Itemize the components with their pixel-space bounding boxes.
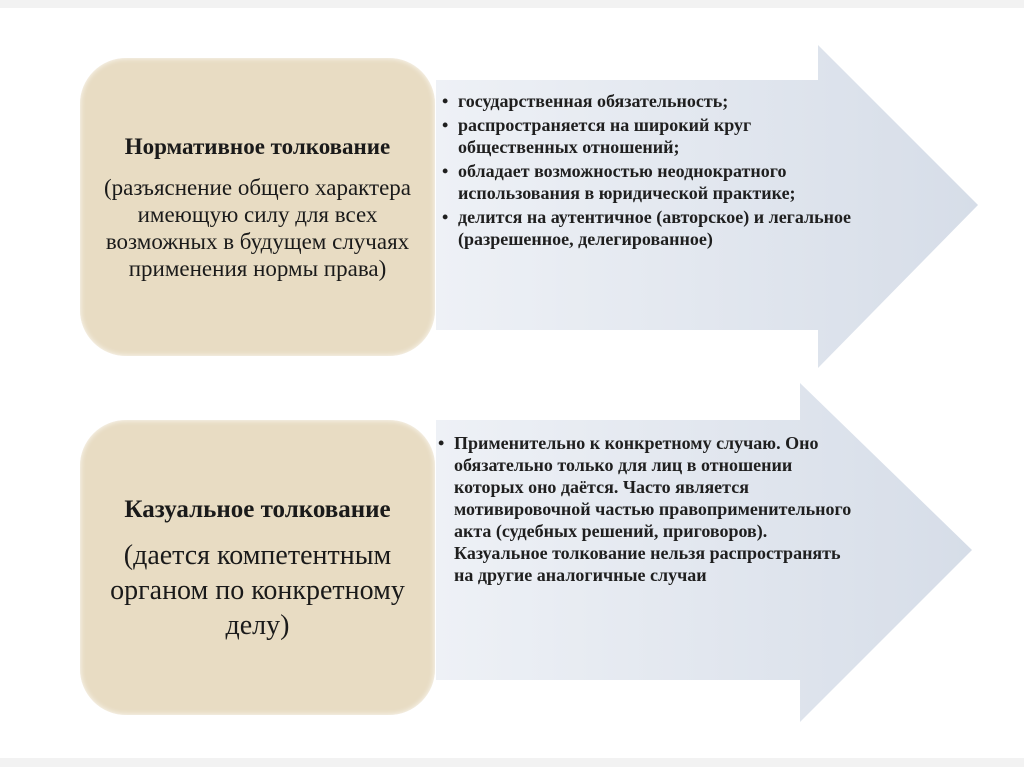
casual-bullets <box>436 432 856 588</box>
list-item: • распространяется на широкий круг общественных отношений; <box>440 114 860 158</box>
list-item: • государственная обязательность; <box>440 90 860 112</box>
casual-box <box>80 420 435 715</box>
normative-description: (разъяснение общего характера имеющую силу для всех возможных в будущем случаях применения нормы права) <box>103 174 412 281</box>
casual-title: Казуальное толкование <box>124 495 391 523</box>
casual-description: (дается компетентным органом по конкретному делу) <box>110 539 405 641</box>
normative-box <box>80 58 435 356</box>
list-item: • Применительно к конкретному случаю. Оно обязательно только для лиц в отношении которых оно даётся. Часто является мотивировочной частью правоприменительного акта (судебных решений, приговоров). Казуальное толкование нельзя распространять на другие аналогичные случаи <box>436 432 856 586</box>
normative-bullets <box>440 90 860 252</box>
list-item: • обладает возможностью неоднократного использования в юридической практике; <box>440 160 860 204</box>
list-item: • делится на аутентичное (авторское) и легальное (разрешенное, делегированное) <box>440 206 860 250</box>
normative-title: Нормативное толкование <box>124 133 391 159</box>
